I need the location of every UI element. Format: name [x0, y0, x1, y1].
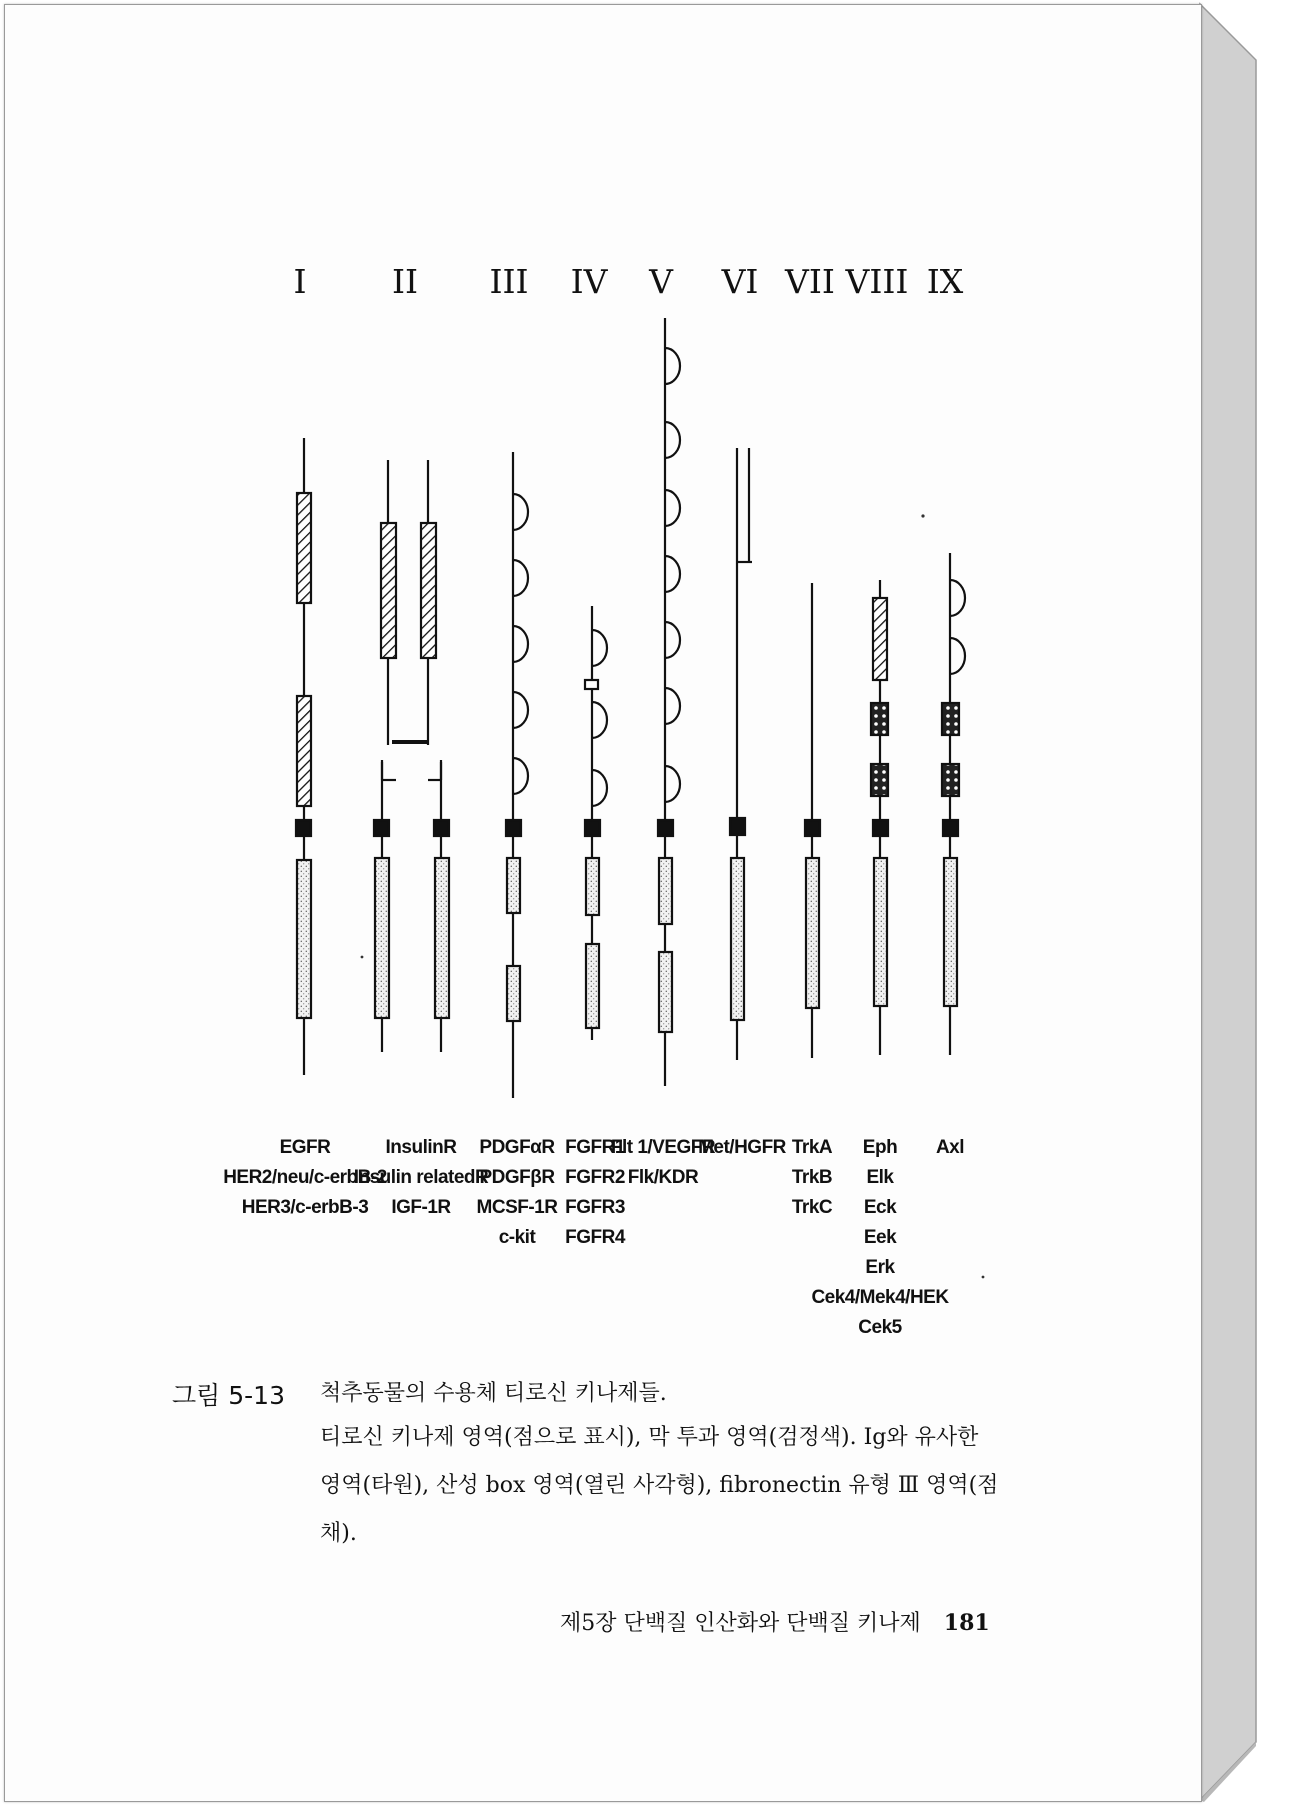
receptor-IV — [585, 606, 607, 1040]
scan-speck — [982, 1276, 985, 1279]
receptor-label: Axl — [935, 1137, 965, 1158]
ig-like-loop — [592, 702, 607, 738]
ig-like-loop — [665, 556, 680, 592]
numeral-III: III — [489, 262, 529, 301]
page-footer — [560, 1606, 990, 1637]
kinase-domain — [507, 858, 520, 913]
transmembrane-domain — [943, 820, 958, 836]
receptor-label: Eph — [862, 1137, 898, 1158]
caption-line: 영역(타원), 산성 box 영역(열린 사각형), fibronectin 유형 Ⅲ 영역(점 — [320, 1473, 999, 1498]
kinase-domain — [659, 858, 672, 924]
transmembrane-domain — [296, 820, 311, 836]
receptor-label: Met/HGFR — [698, 1137, 786, 1158]
cysteine-rich-domain — [381, 523, 396, 658]
numeral-IX: IX — [926, 262, 964, 301]
kinase-domain — [874, 858, 887, 1006]
kinase-domain — [586, 944, 599, 1028]
transmembrane-domain — [434, 820, 449, 836]
acidic-box — [585, 680, 598, 689]
kinase-domain — [806, 858, 819, 1008]
cysteine-rich-domain — [297, 696, 311, 806]
kinase-domain — [944, 858, 957, 1006]
ig-like-loop — [592, 770, 607, 806]
receptor-VIII — [871, 580, 888, 1055]
transmembrane-domain — [506, 820, 521, 836]
receptor-VII — [805, 583, 820, 1058]
receptor-label: Eek — [863, 1227, 897, 1248]
receptor-label: TrkC — [791, 1197, 833, 1218]
numeral-VIII: VIII — [845, 262, 909, 301]
receptor-label: Erk — [865, 1257, 895, 1278]
chapter-title: 제5장 단백질 인산화와 단백질 키나제 — [560, 1611, 921, 1636]
kinase-domain — [507, 966, 520, 1021]
receptor-label: Eck — [863, 1197, 897, 1218]
receptor-label: PDGFβR — [479, 1167, 555, 1188]
caption-line: 채). — [320, 1521, 357, 1546]
receptor-IX — [942, 553, 965, 1055]
receptor-label: MCSF-1R — [476, 1197, 558, 1218]
numeral-VI: VI — [721, 262, 759, 301]
kinase-domain — [375, 858, 389, 1018]
receptor-label: Cek5 — [858, 1317, 902, 1338]
kinase-domain — [435, 858, 449, 1018]
transmembrane-domain — [805, 820, 820, 836]
ig-like-loop — [513, 560, 528, 596]
cysteine-rich-domain — [873, 598, 887, 680]
ig-like-loop — [513, 494, 528, 530]
cysteine-rich-domain — [421, 523, 436, 658]
receptor-label: InsulinR — [385, 1137, 457, 1158]
receptor-label: IGF-1R — [391, 1197, 451, 1218]
fibronectin-iii-domain — [942, 764, 959, 796]
receptor-III — [506, 452, 528, 1098]
transmembrane-domain — [374, 820, 389, 836]
transmembrane-domain — [658, 820, 673, 836]
kinase-domain — [659, 952, 672, 1032]
kinase-domain — [731, 858, 744, 1020]
receptor-I — [296, 438, 311, 1075]
receptor-label: FGFR2 — [565, 1167, 625, 1188]
numeral-IV: IV — [570, 262, 608, 301]
fibronectin-iii-domain — [942, 703, 959, 735]
scan-speck — [361, 956, 364, 959]
transmembrane-domain — [730, 818, 745, 835]
ig-like-loop — [592, 630, 607, 666]
kinase-domain — [297, 860, 311, 1018]
receptor-label: PDGFαR — [479, 1137, 555, 1158]
fibronectin-iii-domain — [871, 703, 888, 735]
receptor-VI — [730, 448, 752, 1060]
receptor-label: HER2/neu/c-erbB-2 — [223, 1167, 387, 1188]
receptor-label: TrkA — [791, 1137, 833, 1158]
receptor-labels — [223, 1137, 964, 1338]
receptor-label: Flk/KDR — [627, 1167, 699, 1188]
caption-body — [320, 1414, 1240, 1558]
ig-like-loop — [950, 580, 965, 616]
ig-like-loop — [665, 766, 680, 802]
numerals — [293, 262, 963, 301]
receptor-V — [658, 318, 680, 1086]
numeral-II: II — [391, 262, 419, 301]
transmembrane-domain — [873, 820, 888, 836]
cysteine-rich-domain — [297, 493, 311, 603]
receptor-label: TrkB — [791, 1167, 833, 1188]
caption-line: 티로신 키나제 영역(점으로 표시), 막 투과 영역(검정색). Ig와 유사한 — [320, 1425, 979, 1450]
receptor-label: Flt 1/VEGFR — [610, 1137, 716, 1158]
receptor-label: c-kit — [498, 1227, 536, 1248]
scan-speck — [921, 514, 924, 517]
receptor-label: FGFR4 — [565, 1227, 625, 1248]
kinase-domain — [586, 858, 599, 915]
receptor-label: Elk — [866, 1167, 894, 1188]
receptor-label: HER3/c-erbB-3 — [241, 1197, 369, 1218]
ig-like-loop — [665, 422, 680, 458]
receptor-label: FGFR3 — [565, 1197, 625, 1218]
caption-title: 척추동물의 수용체 티로신 키나제들. — [320, 1381, 667, 1406]
ig-like-loop — [513, 758, 528, 794]
ig-like-loop — [950, 638, 965, 674]
ig-like-loop — [665, 622, 680, 658]
receptor-label: FGFR1 — [565, 1137, 625, 1158]
receptor-label: EGFR — [279, 1137, 331, 1158]
receptor-label: Cek4/Mek4/HEK — [811, 1287, 949, 1308]
ig-like-loop — [665, 490, 680, 526]
transmembrane-domain — [585, 820, 600, 836]
numeral-I: I — [293, 262, 307, 301]
numeral-V: V — [649, 262, 673, 301]
ig-like-loop — [665, 348, 680, 384]
ig-like-loop — [513, 692, 528, 728]
ig-like-loop — [665, 688, 680, 724]
fibronectin-iii-domain — [871, 764, 888, 796]
receptor-label: Insulin relatedR — [353, 1167, 489, 1188]
caption-number: 그림 5-13 — [172, 1381, 285, 1410]
numeral-VII: VII — [785, 262, 835, 301]
ig-like-loop — [513, 626, 528, 662]
receptor-II — [374, 460, 449, 1052]
page-number: 181 — [943, 1610, 990, 1636]
